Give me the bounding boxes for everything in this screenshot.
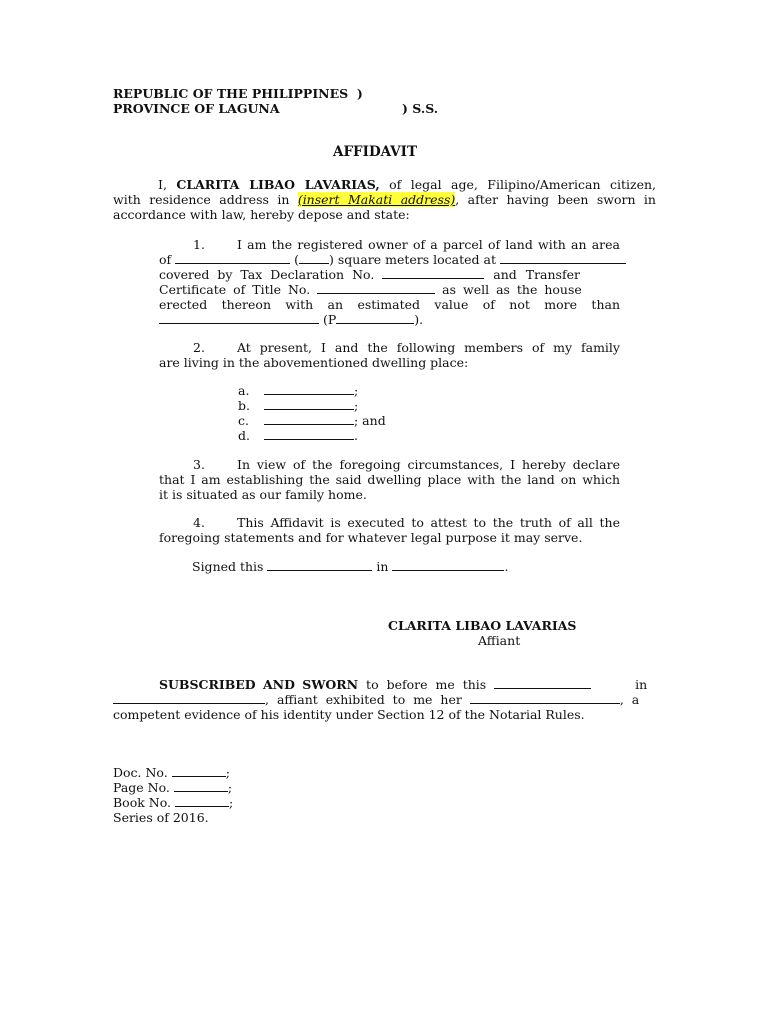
header-province: PROVINCE OF LAGUNA	[113, 101, 280, 116]
jurat-line-3: competent evidence of his identity under Section 12 of the Notarial Rules.	[113, 707, 585, 722]
affiant-name-inline: CLARITA LIBAO LAVARIAS,	[176, 177, 380, 192]
intro-line-1: I, CLARITA LIBAO LAVARIAS, of legal age, Filipino/American citizen,	[158, 177, 656, 192]
family-member-item: a. ;	[238, 383, 359, 398]
p4-line-2: foregoing statements and for whatever legal purpose it may serve.	[159, 530, 583, 545]
affiant-label: Affiant	[478, 633, 521, 648]
series-year: Series of 2016.	[113, 810, 209, 825]
p1-line-5: erected thereon with an estimated value of not more than	[159, 297, 620, 312]
family-member-item: b. ;	[238, 398, 359, 413]
intro-line-3: accordance with law, hereby depose and state:	[113, 207, 410, 222]
jurat-line-1: SUBSCRIBED AND SWORN to before me this in	[159, 677, 648, 692]
p3-line-3: it is situated as our family home.	[159, 487, 367, 502]
jurat-line-2: , affiant exhibited to me her , a	[113, 692, 656, 707]
signed-line: Signed this in .	[192, 559, 509, 574]
intro-line-2: with residence address in (insert Makati address), after having been sworn in	[113, 192, 656, 207]
address-placeholder: (insert Makati address)	[297, 192, 456, 207]
affiant-name: CLARITA LIBAO LAVARIAS	[388, 618, 577, 633]
family-member-item: d. .	[238, 428, 358, 443]
header-republic: REPUBLIC OF THE PHILIPPINES )	[113, 86, 363, 101]
p1-number: 1.	[193, 237, 205, 252]
page-no: Page No. ;	[113, 780, 233, 795]
p2-number: 2.	[193, 340, 205, 355]
p4-number: 4.	[193, 515, 205, 530]
header-ss: ) S.S.	[402, 101, 439, 116]
document-title: AFFIDAVIT	[333, 144, 417, 160]
doc-no: Doc. No. ;	[113, 765, 230, 780]
p1-line-3: covered by Tax Declaration No. and Transfer	[159, 267, 580, 282]
p1-line-1: I am the registered owner of a parcel of land with an area	[237, 237, 620, 252]
book-no: Book No. ;	[113, 795, 234, 810]
p3-number: 3.	[193, 457, 205, 472]
p3-line-1: In view of the foregoing circumstances, I hereby declare	[237, 457, 620, 472]
family-member-item: c. ; and	[238, 413, 386, 428]
p2-line-2: are living in the abovementioned dwelling place:	[159, 355, 469, 370]
p1-line-4: Certificate of Title No. as well as the house	[159, 282, 582, 297]
p1-line-2: of ( ) square meters located at	[159, 252, 626, 267]
p3-line-2: that I am establishing the said dwelling place with the land on which	[159, 472, 620, 487]
p4-line-1: This Affidavit is executed to attest to the truth of all the	[237, 515, 620, 530]
p1-line-6: (P ).	[159, 312, 423, 327]
p2-line-1: At present, I and the following members of my family	[237, 340, 620, 355]
